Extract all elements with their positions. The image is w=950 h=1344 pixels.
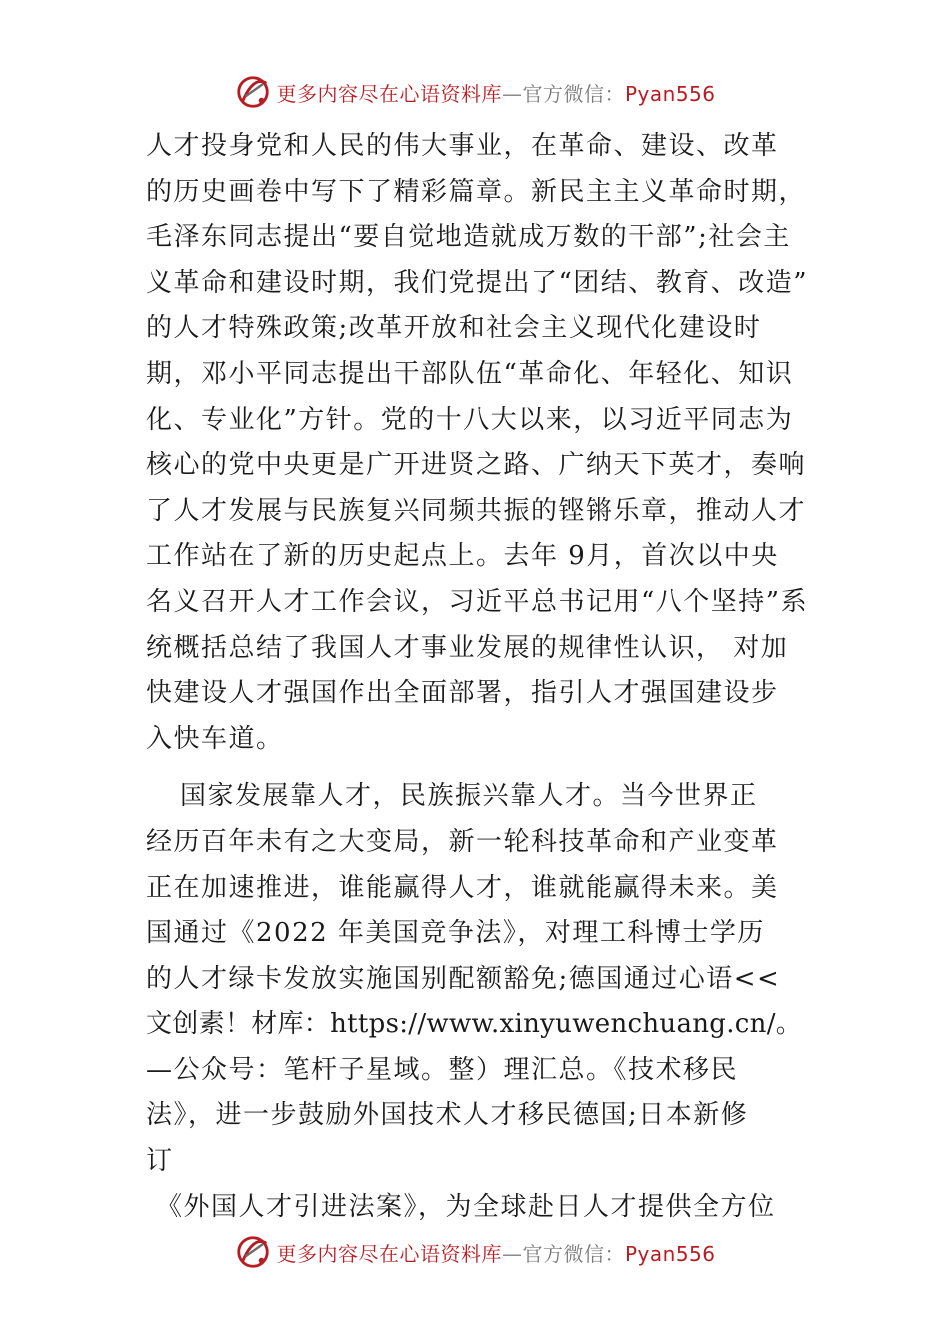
text-line: 的人才特殊政策;改革开放和社会主义现代化建设时 [146,313,762,344]
text-line: 正在加速推进，谁能赢得人才，谁就能赢得未来。美 [146,872,779,903]
text-line: 化、专业化”方针。党的十八大以来，以习近平同志为 [146,404,794,435]
text-line: 核心的党中央更是广开进贤之路、广纳天下英才，奏响 [146,450,807,481]
paragraph-2 [146,774,826,1184]
text-line: 快建设人才强国作出全面部署，指引人才强国建设步 [146,678,779,709]
text-line: 文创素！材库：https://www.xinyuwenchuang.cn/。 [146,1009,803,1040]
text-line: 人才投身党和人民的伟大事业，在革命、建设、改革 [146,131,779,161]
text-line: 工作站在了新的历史起点上。去年 9月，首次以中央 [146,541,779,572]
footer-wechat-label: 官方微信： [522,1241,625,1266]
footer-banner [0,1230,950,1274]
text-line: 法》，进一步鼓励外国技术人才移民德国;日本新修 [146,1100,749,1131]
header-banner-text [276,78,715,107]
text-line: 了人才发展与民族复兴同频共振的铿锵乐章，推动人才 [146,495,807,526]
header-banner [0,70,950,114]
text-line: 《外国人才引进法案》，为全球赴日人才提供全方位 [156,1191,776,1222]
header-wechat-label: 官方微信： [522,81,625,106]
text-line: —公众号：笔杆子星域。整）理汇总。《技术移民 [146,1054,739,1085]
library-logo-icon [234,1233,272,1271]
header-site-text: 更多内容尽在心语资料库 [276,81,502,106]
text-line: 经历百年未有之大变局，新一轮科技革命和产业变革 [146,826,779,857]
footer-separator: — [501,1241,523,1266]
footer-wechat-id: Pyan556 [624,1241,716,1266]
library-logo-icon [234,73,272,111]
text-line: 国通过《2022 年美国竞争法》，对理工科博士学历 [146,918,765,949]
paragraph-3 [146,1185,826,1231]
document-body [146,124,826,1230]
text-line: 入快车道。 [146,723,284,754]
text-line: 名义召开人才工作会议，习近平总书记用“八个坚持”系 [146,586,809,617]
text-line: 国家发展靠人才，民族振兴靠人才。当今世界正 [180,781,758,812]
footer-banner-text [276,1238,715,1267]
text-line: 订 [146,1146,174,1177]
paragraph-1 [146,124,826,762]
text-line: 义革命和建设时期，我们党提出了“团结、教育、改造” [146,267,809,298]
text-line: 统概括总结了我国人才事业发展的规律性认识， 对加 [146,632,789,663]
header-wechat-id: Pyan556 [624,81,716,106]
text-line: 的历史画卷中写下了精彩篇章。新民主主义革命时期， [146,176,807,207]
text-line: 期，邓小平同志提出干部队伍“革命化、年轻化、知识 [146,358,794,389]
text-line: 的人才绿卡发放实施国别配额豁免;德国通过心语<< [146,963,781,994]
footer-site-text: 更多内容尽在心语资料库 [276,1241,502,1266]
text-line: 毛泽东同志提出“要自觉地造就成万数的干部”;社会主 [146,222,791,253]
header-separator: — [501,81,523,106]
